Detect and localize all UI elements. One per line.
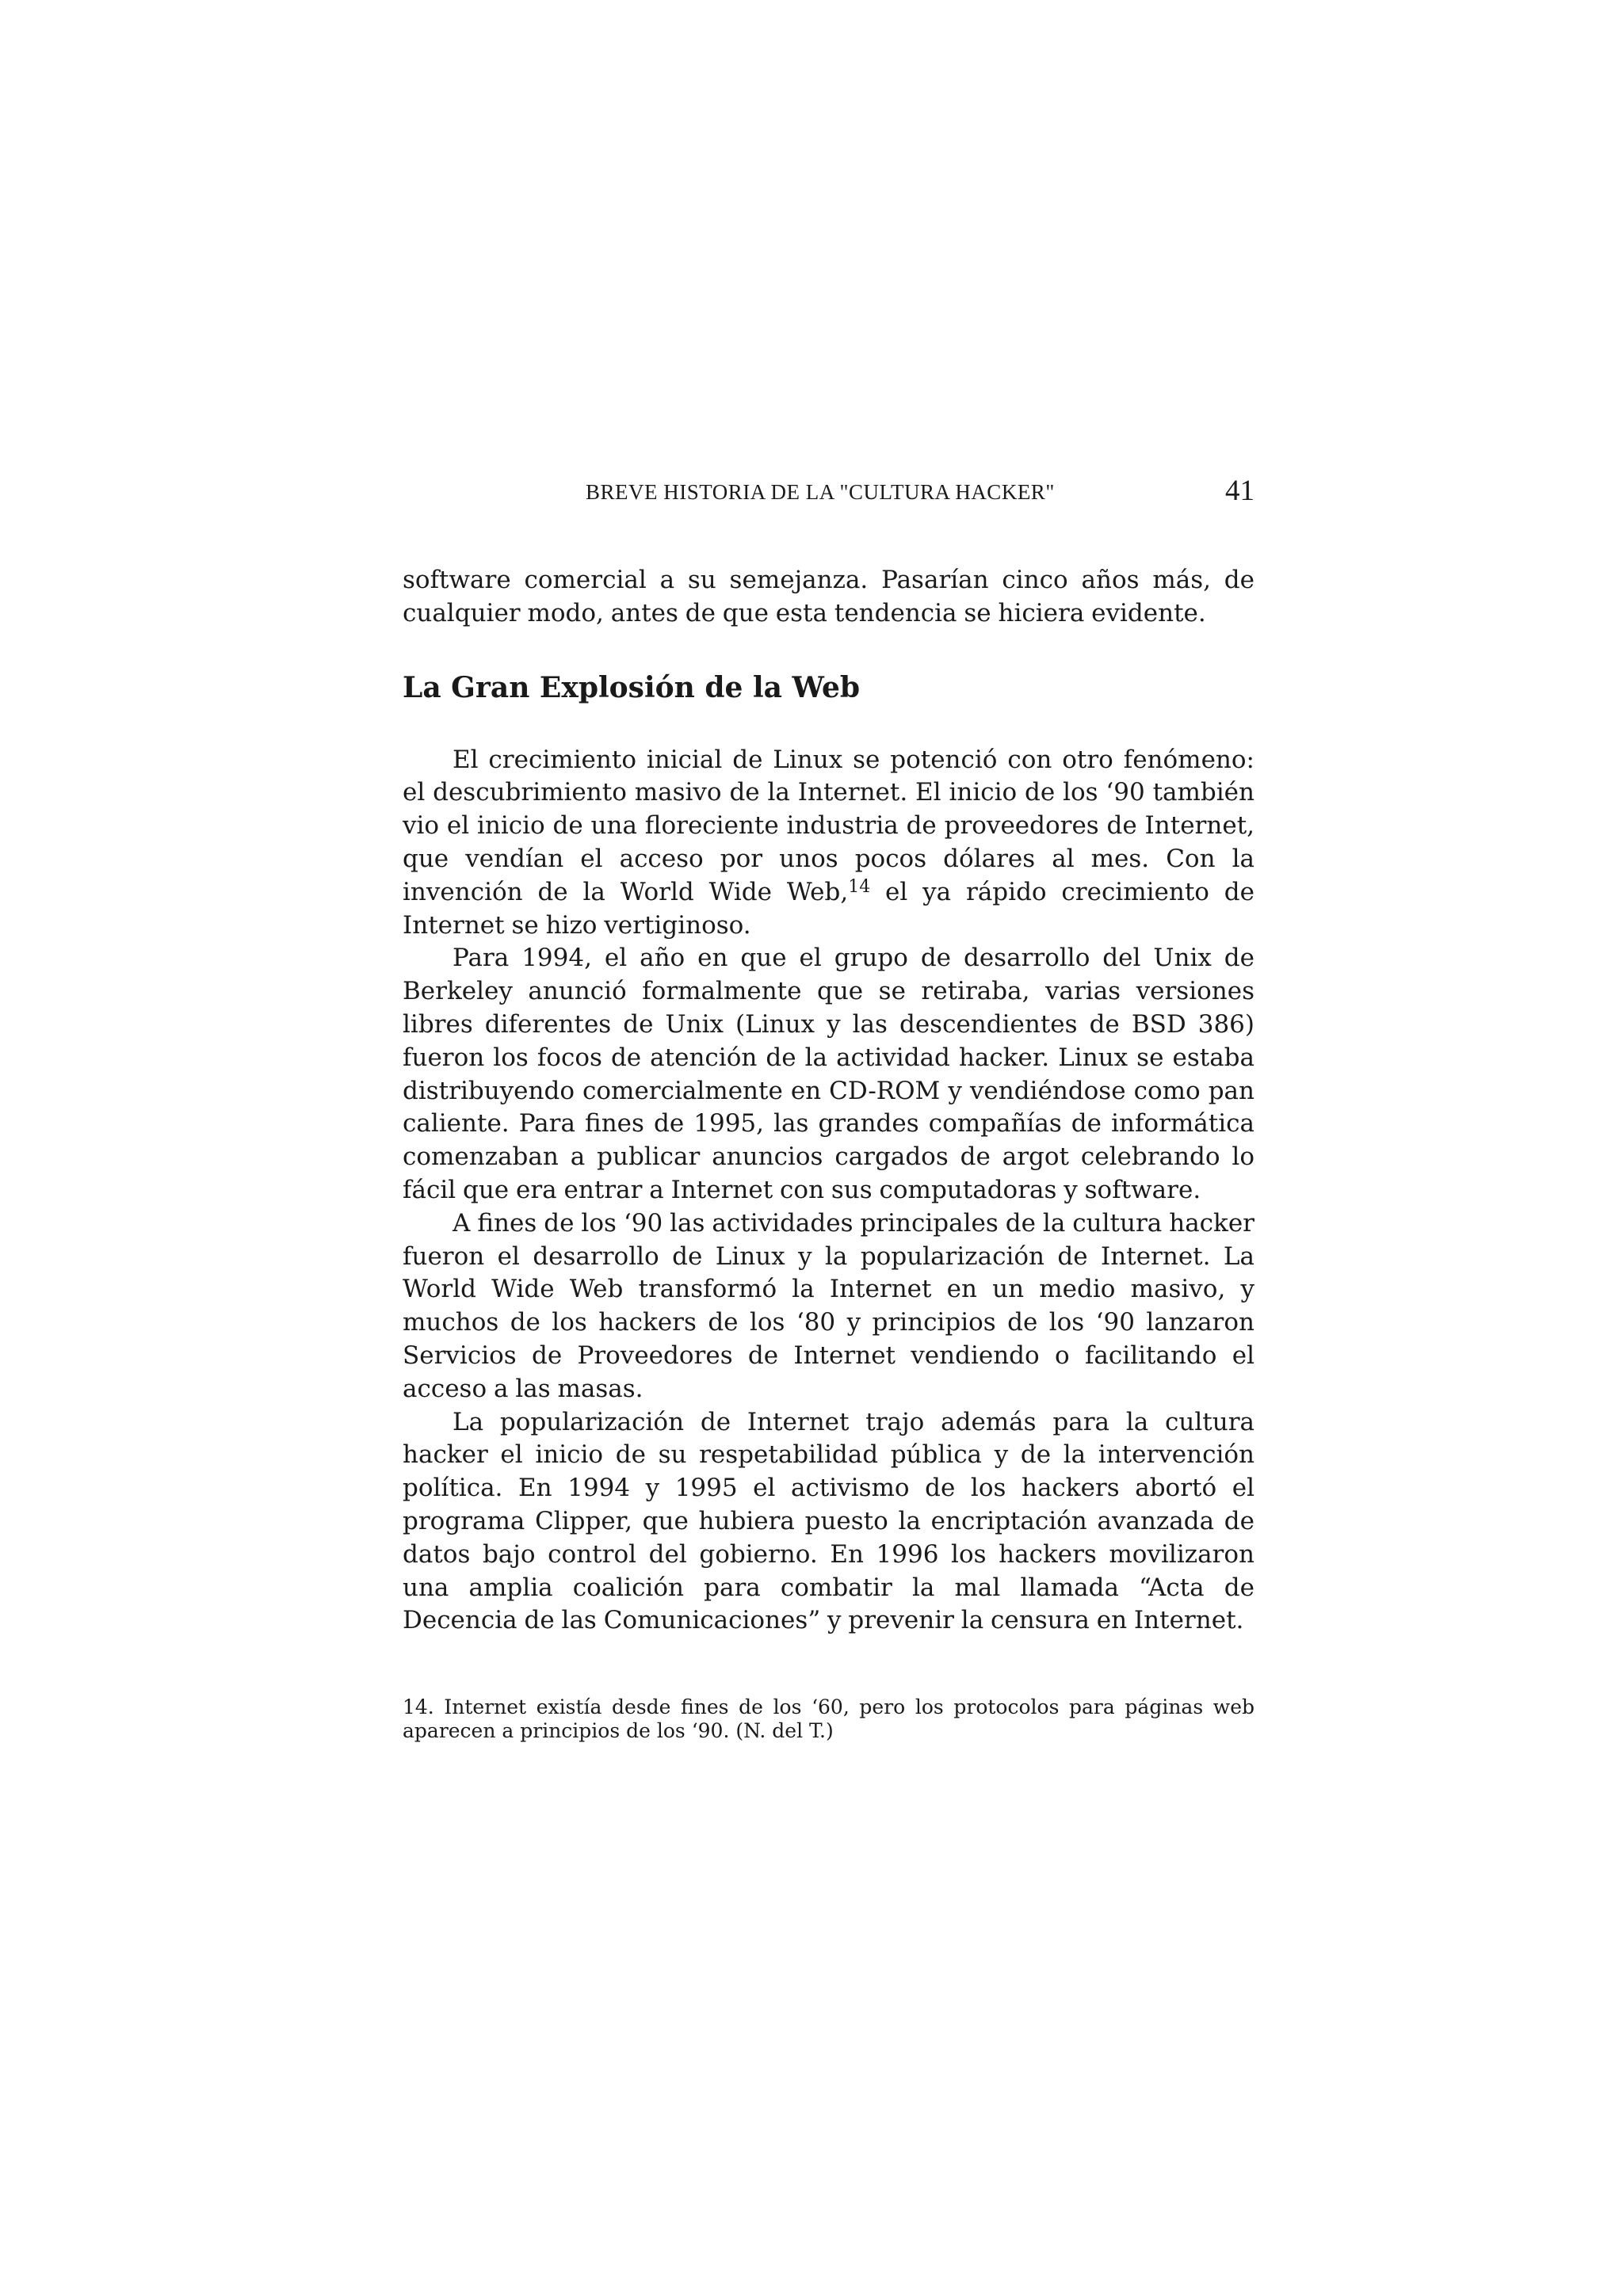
paragraph-1-text: El crecimiento inicial de Linux se potenció con otro fenómeno: el descubrimiento masivo de la Internet. El inicio de los ‘90 también vio el inicio de una floreciente industria de proveedores de Internet, que vendían el acceso por unos pocos dólares al mes. Con la invención de la World Wide Web, [403,745,1254,906]
continuation-paragraph: software comercial a su semejanza. Pasarían cinco años más, de cualquier modo, antes de que esta tendencia se hiciera evidente. [403,566,1254,627]
running-head [403,475,1254,507]
page-number: 41 [1225,475,1254,507]
paragraph-1 [403,744,1254,943]
main-text [403,564,1254,1638]
running-title: BREVE HISTORIA DE LA "CULTURA HACKER" [586,480,1055,504]
section-heading: La Gran Explosión de la Web [403,670,861,704]
paragraph-1-text-continued: el ya rápido crecimiento de Internet se hizo vertiginoso. [403,877,1254,940]
paragraph-3: A fines de los ‘90 las actividades principales de la cultura hacker fueron el desarrollo de Linux y la popularización de Internet. La World Wide Web transformó la Internet en un medio masivo, y muchos de los hackers de los ‘80 y principios de los ‘90 lanzaron Servicios de Proveedores de Internet vendiendo o facilitando el acceso a las masas. [403,1208,1254,1403]
footnote: 14. Internet existía desde fines de los ‘60, pero los protocolos para páginas web aparecen a principios de los ‘90. (N. del T.) [403,1695,1254,1742]
footnote-reference: 14 [848,876,871,897]
paragraph-4: La popularización de Internet trajo además para la cultura hacker el inicio de su respetabilidad pública y de la intervención política. En 1994 y 1995 el activismo de los hackers abortó el programa Clipper, que hubiera puesto la encriptación avanzada de datos bajo control del gobierno. En 1996 los hackers movilizaron una amplia coalición para combatir la mal llamada “Acta de Decencia de las Comunicaciones” y prevenir la censura en Internet. [403,1407,1254,1635]
paragraph-2: Para 1994, el año en que el grupo de desarrollo del Unix de Berkeley anunció formalmente que se retiraba, varias versiones libres diferentes de Unix (Linux y las descendientes de BSD 386) fueron los focos de atención de la actividad hacker. Linux se estaba distribuyendo comercialmente en CD-ROM y vendiéndose como pan caliente. Para fines de 1995, las grandes compañías de informática comenzaban a publicar anuncios cargados de argot celebrando lo fácil que era entrar a Internet con sus computadoras y software. [403,944,1254,1204]
